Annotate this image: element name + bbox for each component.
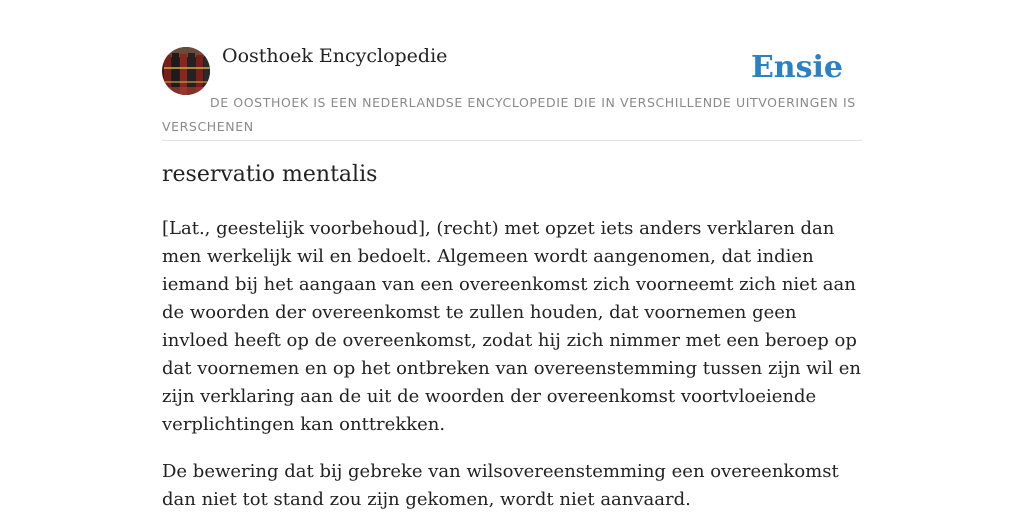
source-tagline: DE OOSTHOEK IS EEN NEDERLANDSE ENCYCLOPEDIE DIE IN VERSCHILLENDE UITVOERINGEN IS VERSCHENEN: [162, 95, 856, 134]
article-paragraph: [Lat., geestelijk voorbehoud], (recht) met opzet iets anders verklaren dan men werkelijk wil en bedoelt. Algemeen wordt aangenomen, dat indien iemand bij het aangaan van een overeenkomst zich voorneemt zich niet aan de woorden der overeenkomst te zullen houden, dat voornemen geen invloed heeft op de overeenkomst, zodat hij zich nimmer met een beroep op dat voornemen en op het ontbreken van overeenstemming tussen zijn wil en zijn verklaring aan de uit de woorden der overeenkomst voortvloeiende verplichtingen kan onttrekken.: [162, 218, 862, 435]
source-name[interactable]: Oosthoek Encyclopedie: [222, 45, 448, 67]
brand-logo[interactable]: Ensie: [750, 50, 843, 85]
article-header: [162, 0, 862, 141]
article-paragraph: De bewering dat bij gebreke van wilsovereenstemming een overeenkomst dan niet tot stand zou zijn gekomen, wordt niet aanvaard.: [162, 461, 839, 510]
article-title: reservatio mentalis: [162, 162, 378, 187]
article-card: [162, 0, 862, 512]
book-shelf-icon[interactable]: [162, 47, 210, 95]
article-body: [162, 215, 862, 512]
